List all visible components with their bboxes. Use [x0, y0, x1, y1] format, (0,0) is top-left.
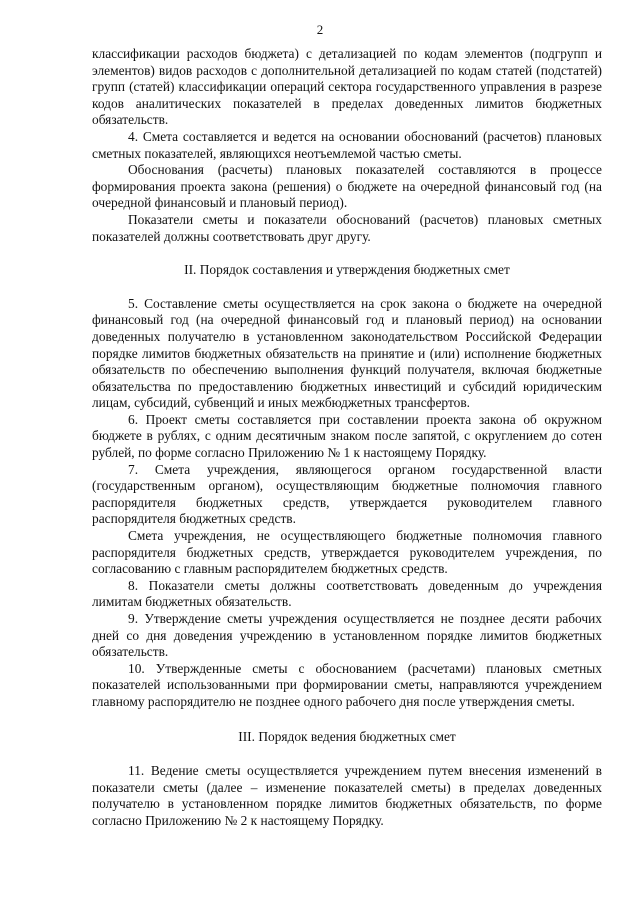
- section-3-heading-wrap: [92, 711, 602, 764]
- paragraph-7-institution: Смета учреждения, не осуществляющего бюджетные полномочия главного распорядителя бюджетных средств, утверждается руководителем учреждения, по согласованию с главным распорядителем бюджетных средств.: [92, 528, 602, 577]
- paragraph-4: 4. Смета составляется и ведется на основании обоснований (расчетов) плановых сметных показателей, являющихся неотъемлемой частью сметы.: [92, 128, 602, 161]
- paragraph-9: 9. Утверждение сметы учреждения осуществляется не позднее десяти рабочих дней со дня доведения учреждению в установленном порядке лимитов бюджетных обязательств.: [92, 611, 602, 660]
- page-number: 2: [316, 22, 324, 37]
- paragraph-continuation: классификации расходов бюджета) с детализацией по кодам элементов (подгрупп и элементов) видов расходов с дополнительной детализацией по кодам статей (подстатей) групп (статей) классификации операций сектора государственного управления в разрезе кодов аналитических показателей в пределах доведенных лимитов бюджетных обязательств.: [92, 46, 602, 128]
- document-body: [92, 46, 602, 830]
- paragraph-4-justifications: Обоснования (расчеты) плановых показателей составляются в процессе формирования проекта закона (решения) о бюджете на очередной финансовый год (на очередной финансовый и плановый период).: [92, 162, 602, 211]
- paragraph-8: 8. Показатели сметы должны соответствовать доведенным до учреждения лимитам бюджетных обязательств.: [92, 577, 602, 610]
- section-2-heading: II. Порядок составления и утверждения бюджетных смет: [184, 262, 510, 278]
- paragraph-11: 11. Ведение сметы осуществляется учреждением путем внесения изменений в показатели сметы (далее – изменение показателей сметы) в пределах доведенных получателю в установленном порядке лимитов бюджетных обязательств, по форме согласно Приложению № 2 к настоящему Порядку.: [92, 763, 602, 828]
- paragraph-10: 10. Утвержденные сметы с обоснованием (расчетами) плановых сметных показателей использованными при формировании сметы, направляются учреждением главному распорядителю не позднее одного рабочего дня после утверждения сметы.: [92, 660, 602, 709]
- paragraph-5: 5. Составление сметы осуществляется на срок закона о бюджете на очередной финансовый год (на очередной финансовый год и плановый период) на основании доведенных получателю в установленном законодательством Российской Федерации порядке лимитов бюджетных обязательств на принятие и (или) исполнение бюджетных обязательств по обеспечению выполнения функций получателя, включая бюджетные обязательства по предоставлению бюджетных инвестиций и субсидий юридическим лицам, субсидий, субвенций и иных межбюджетных трансфертов.: [92, 295, 602, 411]
- section-3-heading: III. Порядок ведения бюджетных смет: [238, 728, 456, 744]
- section-2-heading-wrap: [92, 245, 602, 296]
- paragraph-6: 6. Проект сметы составляется при составлении проекта закона об окружном бюджете в рублях, с одним десятичным знаком после запятой, с округлением до сотен рублей, по форме согласно Приложению № 1 к настоящему Порядку.: [92, 411, 602, 461]
- paragraph-4-consistency: Показатели сметы и показатели обоснований (расчетов) плановых сметных показателей должны соответствовать друг другу.: [92, 211, 602, 244]
- paragraph-7: 7. Смета учреждения, являющегося органом государственной власти (государственным органом), осуществляющим бюджетные полномочия главного распорядителя бюджетных средств, утверждается руководителем главного распорядителя бюджетных средств.: [92, 461, 602, 527]
